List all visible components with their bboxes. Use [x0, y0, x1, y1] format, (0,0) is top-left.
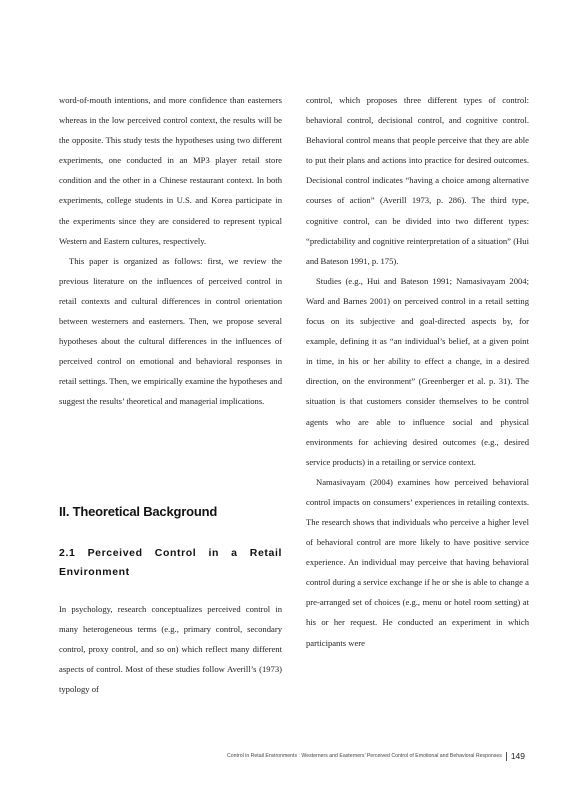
left-column-intro	[59, 90, 282, 412]
paragraph: This paper is organized as follows: first, we review the previous literature on the influences of perceived control in retail contexts and cultural differences in control orientation between westerners and easterners. Then, we propose several hypotheses about the cultural differences in the influences of perceived control on emotional and behavioral responses in retail settings. Then, we empirically examine the hypotheses and suggest the results’ theoretical and managerial implications.	[59, 255, 282, 407]
paragraph: Namasivayam (2004) examines how perceived behavioral control impacts on consumers’ experiences in retailing contexts. The research shows that individuals who perceive a higher level of behavioral control are more likely to have positive service experience. An individual may perceive that having behavioral control during a service exchange if he or she is able to change a pre-arranged set of choices (e.g., menu or hotel room setting) at his or her request. He conducted an experiment in which participants were	[306, 476, 529, 648]
subsection-heading: 2.1 Perceived Control in a Retail Environment	[59, 547, 282, 578]
running-title: Control in Retail Environments : Westerners and Easterners’ Perceived Control of Emotional and Behavioral Responses	[227, 753, 502, 759]
paragraph: word-of-mouth intentions, and more confidence than easterners whereas in the low perceived control context, the results will be the opposite. This study tests the hypotheses using two different experiments, one conducted in an MP3 player retail store condition and the other in a Chinese restaurant context. In both experiments, college students in U.S. and Korea participate in the experiments since they are considered to represent typical Western and Eastern cultures, respectively.	[59, 95, 282, 246]
paragraph: control, which proposes three different types of control: behavioral control, decisional control, and cognitive control. Behavioral control means that people perceive that they are able to put their plans and actions into practice for desired outcomes. Decisional control indicates “having a choice among alternative courses of action” (Averill 1973, p. 286). The third type, cognitive control, can be divided into two different types: “predictability and cognitive reinterpretation of a situation” (Hui and Bateson 1991, p. 175).	[306, 95, 529, 266]
page-footer	[150, 751, 525, 761]
right-column	[306, 90, 529, 653]
paragraph: In psychology, research conceptualizes perceived control in many heterogeneous terms (e.g., primary control, secondary control, proxy control, and so on) which reflect many different aspects of control. Most of these studies follow Averill’s (1973) typology of	[59, 604, 282, 695]
page-number: 149	[510, 751, 525, 761]
paragraph: Studies (e.g., Hui and Bateson 1991; Namasivayam 2004; Ward and Barnes 2001) on perceived control in a retail setting focus on its subjective and goal-directed aspects by, for example, defining it as “an individual’s belief, at a given point in time, in his or her ability to effect a change, in a desired direction, on the environment” (Greenberger et al. p. 31). The situation is that customers consider themselves to be control agents who are able to influence social and physical environments for achieving desired outcomes (e.g., desired service products) in a retailing or service context.	[306, 275, 529, 467]
left-column-section	[59, 599, 282, 699]
section-heading: II. Theoretical Background	[59, 504, 218, 519]
footer-divider	[506, 752, 507, 761]
